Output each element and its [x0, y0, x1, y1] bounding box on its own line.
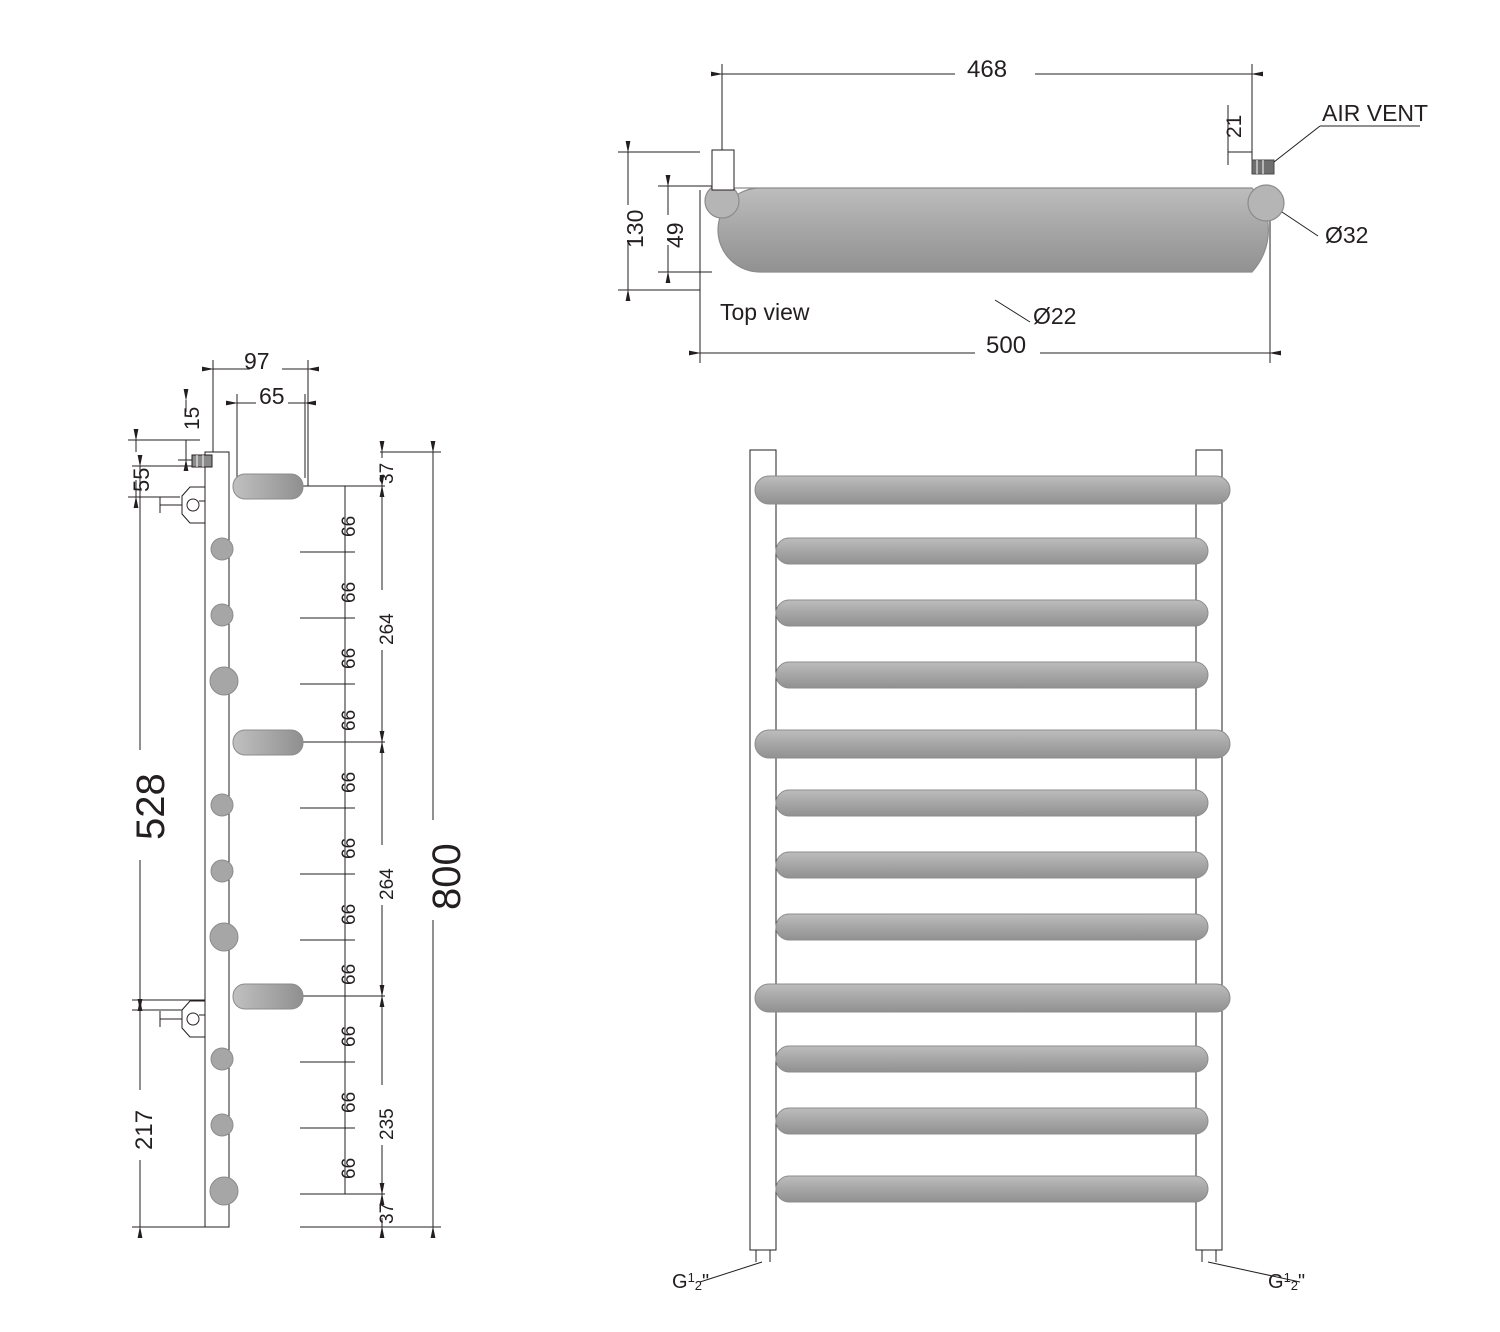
dim-pitch-66: 66: [339, 1091, 360, 1113]
dim-side-55: 55: [129, 467, 154, 492]
dim-top-width-inner: 468: [967, 56, 1008, 83]
dim-pitch-66: 66: [339, 647, 360, 669]
dim-pitch-66: 66: [339, 1157, 360, 1179]
connection-left-num: 1: [687, 1270, 695, 1286]
connection-left-unit: ": [702, 1271, 710, 1293]
dim-side-217: 217: [131, 1109, 158, 1150]
dim-pitch-66: 66: [339, 903, 360, 925]
dim-tube-small: Ø22: [1033, 303, 1077, 329]
dim-side-37-top: 37: [377, 462, 398, 484]
dim-top-depth-outer: 130: [622, 209, 648, 248]
dim-side-65: 65: [259, 383, 285, 409]
dim-pitch-66: 66: [339, 581, 360, 603]
dim-pitch-66: 66: [339, 771, 360, 793]
dim-pitch-66: 66: [339, 515, 360, 537]
dim-side-264-b: 264: [377, 868, 398, 900]
label-air-vent: AIR VENT: [1322, 100, 1429, 126]
label-top-view: Top view: [720, 299, 810, 325]
dim-pitch-66: 66: [339, 837, 360, 859]
dim-side-264-a: 264: [377, 613, 398, 645]
dim-top-depth-inner: 49: [662, 222, 688, 248]
connection-left-den: 2: [694, 1277, 703, 1293]
dim-top-width-outer: 500: [986, 332, 1027, 359]
dim-tube-large: Ø32: [1325, 222, 1369, 248]
connection-right-text: G: [1268, 1271, 1284, 1293]
dim-side-15: 15: [181, 406, 204, 430]
dim-overall-800: 800: [425, 843, 469, 910]
connection-left-text: G: [672, 1271, 688, 1293]
dim-side-528: 528: [129, 773, 173, 840]
label-connection-right: [1268, 1272, 1305, 1292]
connection-right-unit: ": [1298, 1271, 1306, 1293]
connection-right-num: 1: [1283, 1270, 1291, 1286]
dim-side-37-bottom: 37: [377, 1202, 398, 1224]
label-connection-left: [672, 1272, 709, 1292]
dim-pitch-66: 66: [339, 1025, 360, 1047]
dim-pitch-66: 66: [339, 963, 360, 985]
dim-side-235: 235: [377, 1108, 398, 1140]
dim-pitch-66: 66: [339, 709, 360, 731]
dim-side-97: 97: [244, 348, 270, 374]
connection-right-den: 2: [1290, 1277, 1299, 1293]
dim-top-offset-21: 21: [1223, 114, 1246, 138]
